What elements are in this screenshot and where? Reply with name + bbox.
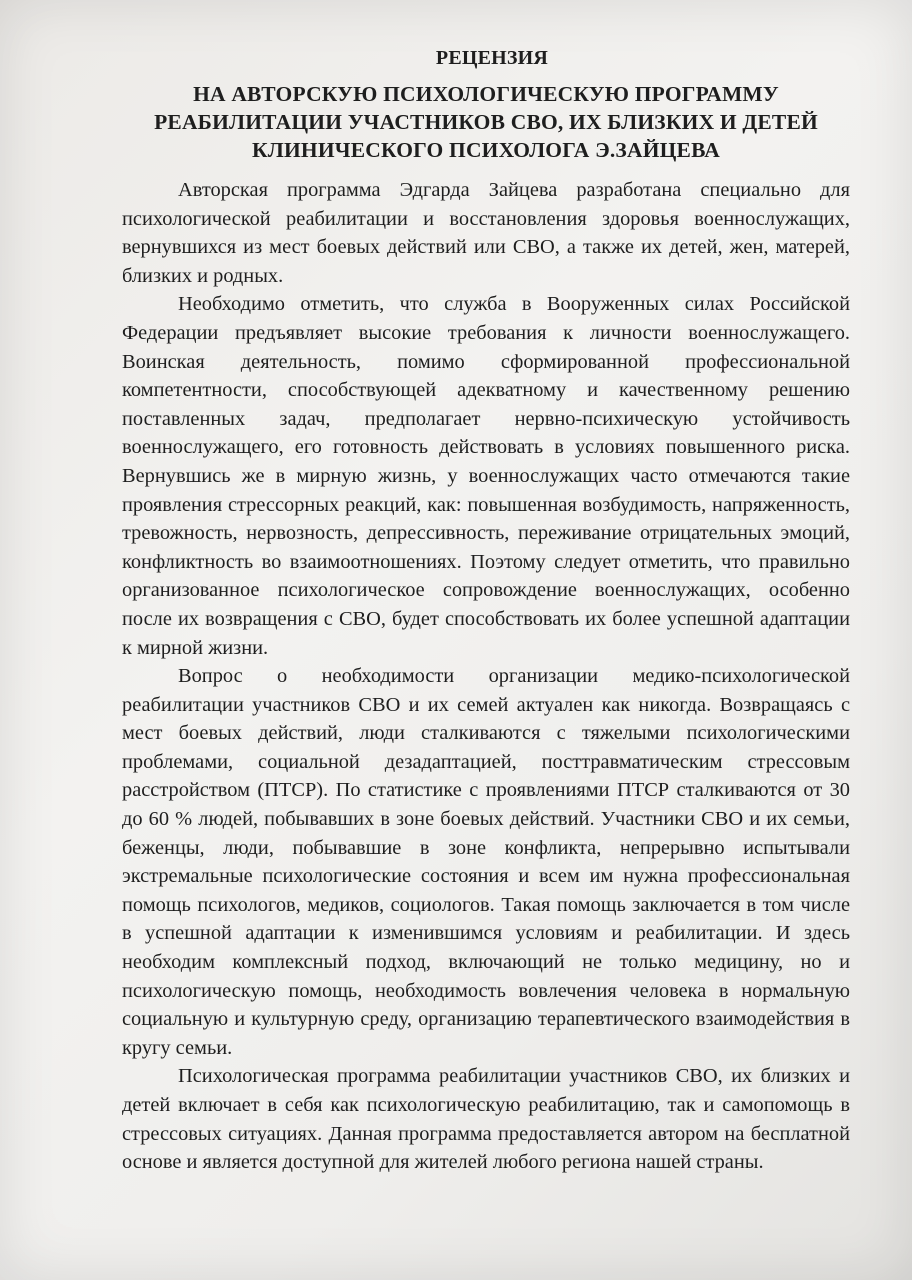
- subtitle-line: НА АВТОРСКУЮ ПСИХОЛОГИЧЕСКУЮ ПРОГРАММУ: [193, 82, 779, 106]
- subtitle-line: КЛИНИЧЕСКОГО ПСИХОЛОГА Э.ЗАЙЦЕВА: [251, 138, 721, 162]
- paragraph: Авторская программа Эдгарда Зайцева разработана специально для психологической реабилитации и восстановления здоровья военнослужащих, вернувшихся из мест боевых действий или СВО, а также их детей, жен, матерей, близких и родных.: [122, 179, 850, 287]
- document-subtitle: [122, 80, 850, 164]
- paragraph: Вопрос о необходимости организации медико-психологической реабилитации участников СВО и их семей актуален как никогда. Возвращаясь с мест боевых действий, люди сталкиваются с тяжелыми психологическими проблемами, социальной дезадаптацией, посттравматическим стрессовым расстройством (ПТСР). По статистике с проявлениями ПТСР сталкиваются от 30 до 60 % людей, побывавших в зоне боевых действий. Участники СВО и их семьи, беженцы, люди, побывавшие в зоне конфликта, непрерывно испытывали экстремальные психологические состояния и всем им нужна профессиональная помощь психологов, медиков, социологов. Такая помощь заключается в том числе в успешной адаптации к изменившимся условиям и реабилитации. И здесь необходим комплексный подход, включающий не только медицину, но и психологическую помощь, необходимость вовлечения человека в нормальную социальную и культурную среду, организацию терапевтического взаимодействия в кругу семьи.: [122, 665, 850, 1059]
- document-body: [122, 176, 850, 1177]
- paragraph: Необходимо отметить, что служба в Вооруженных силах Российской Федерации предъявляет высокие требования к личности военнослужащего. Воинская деятельность, помимо сформированной профессиональной компетентности, способствующей адекватному и качественному решению поставленных задач, предполагает нервно-психическую устойчивость военнослужащего, его готовность действовать в условиях повышенного риска. Вернувшись же в мирную жизнь, у военнослужащих часто отмечаются такие проявления стрессорных реакций, как: повышенная возбудимость, напряженность, тревожность, нервозность, депрессивность, переживание отрицательных эмоций, конфликтность во взаимоотношениях. Поэтому следует отметить, что правильно организованное психологическое сопровождение военнослужащих, особенно после их возвращения с СВО, будет способствовать их более успешной адаптации к мирной жизни.: [122, 293, 850, 659]
- document-title: РЕЦЕНЗИЯ: [435, 47, 549, 69]
- subtitle-line: РЕАБИЛИТАЦИИ УЧАСТНИКОВ СВО, ИХ БЛИЗКИХ И ДЕТЕЙ: [154, 110, 818, 134]
- paragraph: Психологическая программа реабилитации участников СВО, их близких и детей включает в себя как психологическую реабилитацию, так и самопомощь в стрессовых ситуациях. Данная программа предоставляется автором на бесплатной основе и является доступной для жителей любого региона нашей страны.: [122, 1065, 850, 1174]
